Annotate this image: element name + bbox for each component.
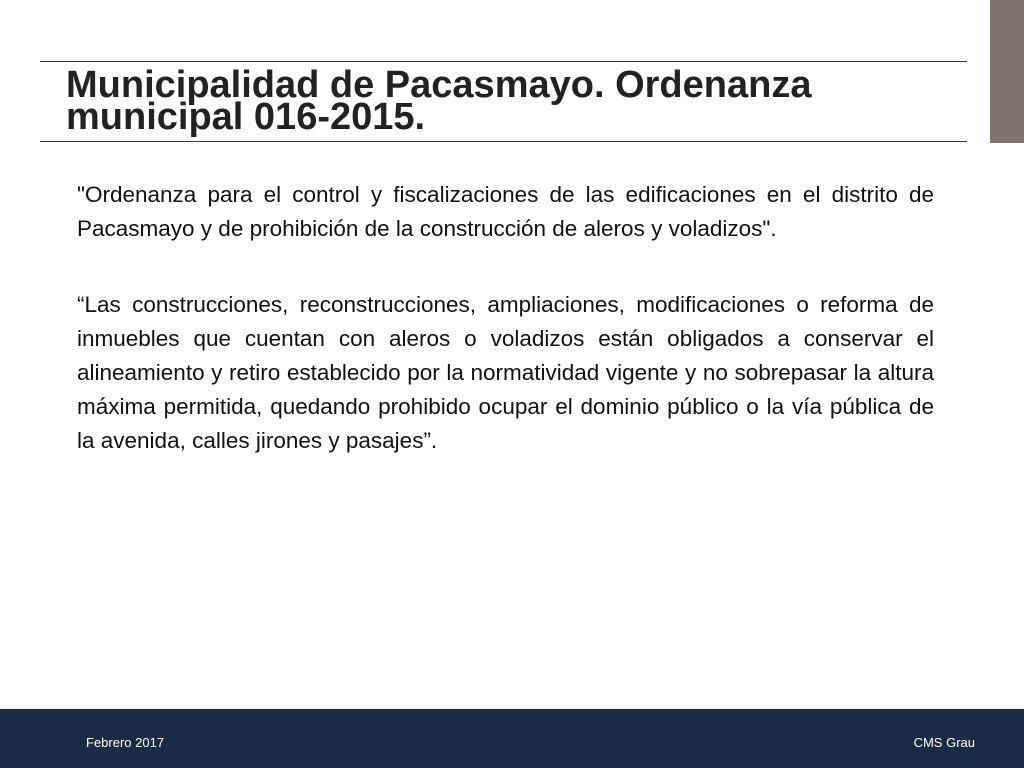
slide-title: Municipalidad de Pacasmayo. Ordenanza municipal 016-2015. [66,64,812,138]
corner-accent-block [990,0,1024,143]
title-bottom-rule [40,141,967,142]
slide-body [77,178,934,458]
ordinance-quote-paragraph: “Las construcciones, reconstrucciones, ampliaciones, modificaciones o reforma de inmuebles que cuentan con aleros o voladizos están obligados a conservar el alineamiento y retiro establecido por la normatividad vigente y no sobrepasar la altura máxima permitida, quedando prohibido ocupar el dominio público o la vía pública de la avenida, calles jirones y pasajes”. [77,292,934,453]
ordinance-name-paragraph: "Ordenanza para el control y fiscalizaciones de las edificaciones en el distrito de Pacasmayo y de prohibición de la construcción de aleros y voladizos". [77,182,934,241]
footer-date: Febrero 2017 [86,735,165,750]
footer-organization: CMS Grau [913,735,975,750]
footer-bar [0,709,1024,768]
title-top-rule [40,61,967,62]
